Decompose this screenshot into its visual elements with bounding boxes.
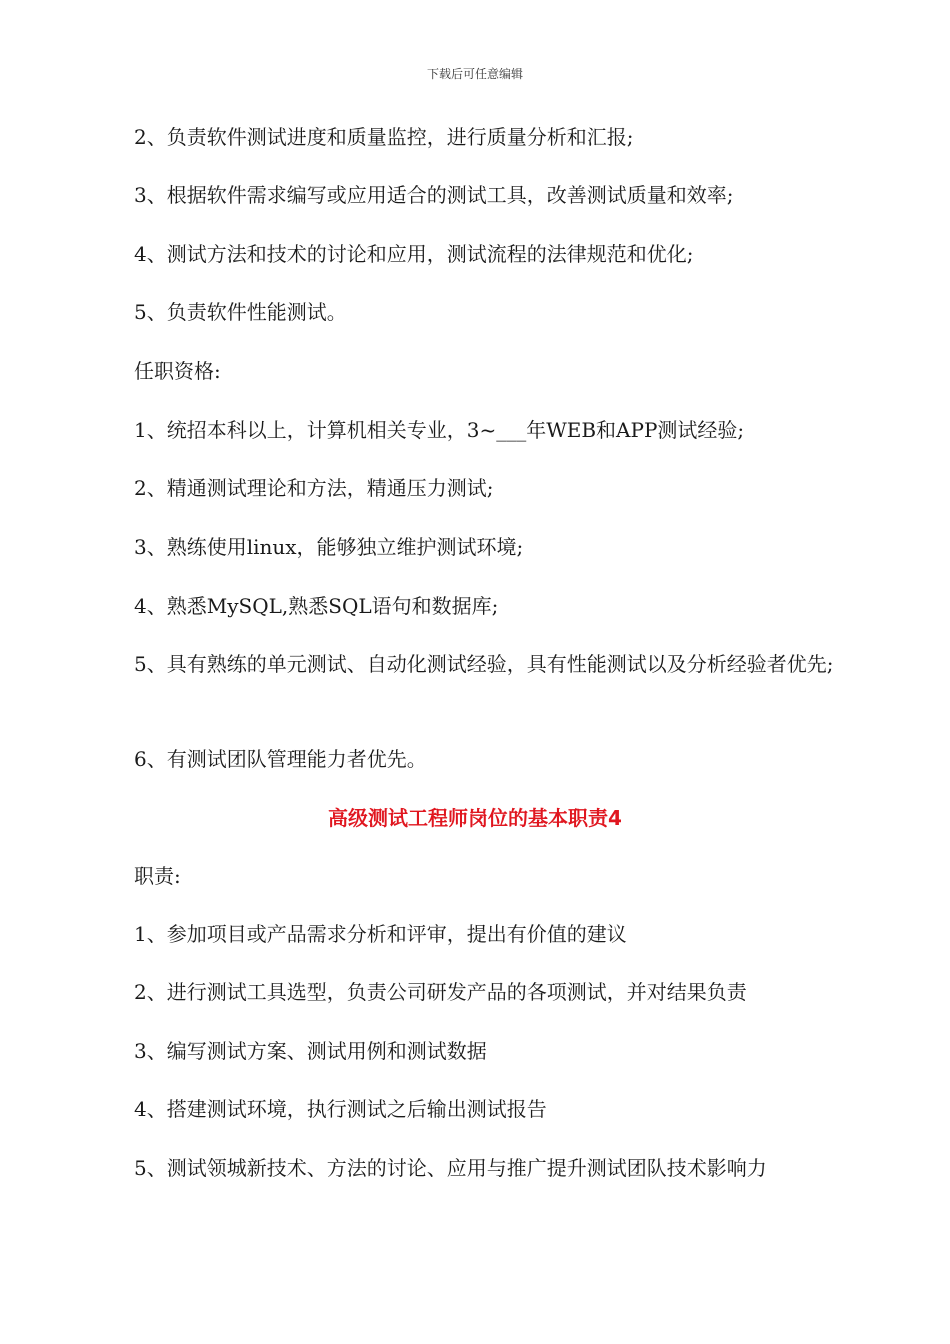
paragraph: 3、根据软件需求编写或应用适合的测试工具，改善测试质量和效率; <box>134 183 734 207</box>
page-header: 下载后可任意编辑 <box>426 67 523 81</box>
paragraph: 1、参加项目或产品需求分析和评审，提出有价值的建议 <box>134 922 627 946</box>
paragraph: 4、搭建测试环境，执行测试之后输出测试报告 <box>134 1097 547 1121</box>
paragraph: 5、测试领城新技术、方法的讨论、应用与推广提升测试团队技术影响力 <box>134 1156 767 1180</box>
section-label: 职责: <box>134 864 181 888</box>
paragraph: 2、负责软件测试进度和质量监控，进行质量分析和汇报; <box>134 125 634 149</box>
paragraph: 3、熟练使用linux，能够独立维护测试环境; <box>134 535 524 559</box>
paragraph: 5、具有熟练的单元测试、自动化测试经验，具有性能测试以及分析经验者优先; <box>134 652 834 676</box>
paragraph: 4、测试方法和技术的讨论和应用，测试流程的法律规范和优化; <box>134 242 694 266</box>
section-label: 任职资格: <box>134 359 221 383</box>
section-heading: 高级测试工程师岗位的基本职责4 <box>328 806 622 830</box>
paragraph: 2、进行测试工具选型，负责公司研发产品的各项测试，并对结果负责 <box>134 980 747 1004</box>
paragraph: 2、精通测试理论和方法，精通压力测试; <box>134 476 494 500</box>
paragraph: 4、熟悉MySQL,熟悉SQL语句和数据库; <box>134 594 499 618</box>
paragraph: 3、编写测试方案、测试用例和测试数据 <box>134 1039 487 1063</box>
paragraph: 6、有测试团队管理能力者优先。 <box>134 747 427 771</box>
paragraph: 5、负责软件性能测试。 <box>134 300 347 324</box>
paragraph: 1、统招本科以上，计算机相关专业，3~___年WEB和APP测试经验; <box>134 418 745 442</box>
